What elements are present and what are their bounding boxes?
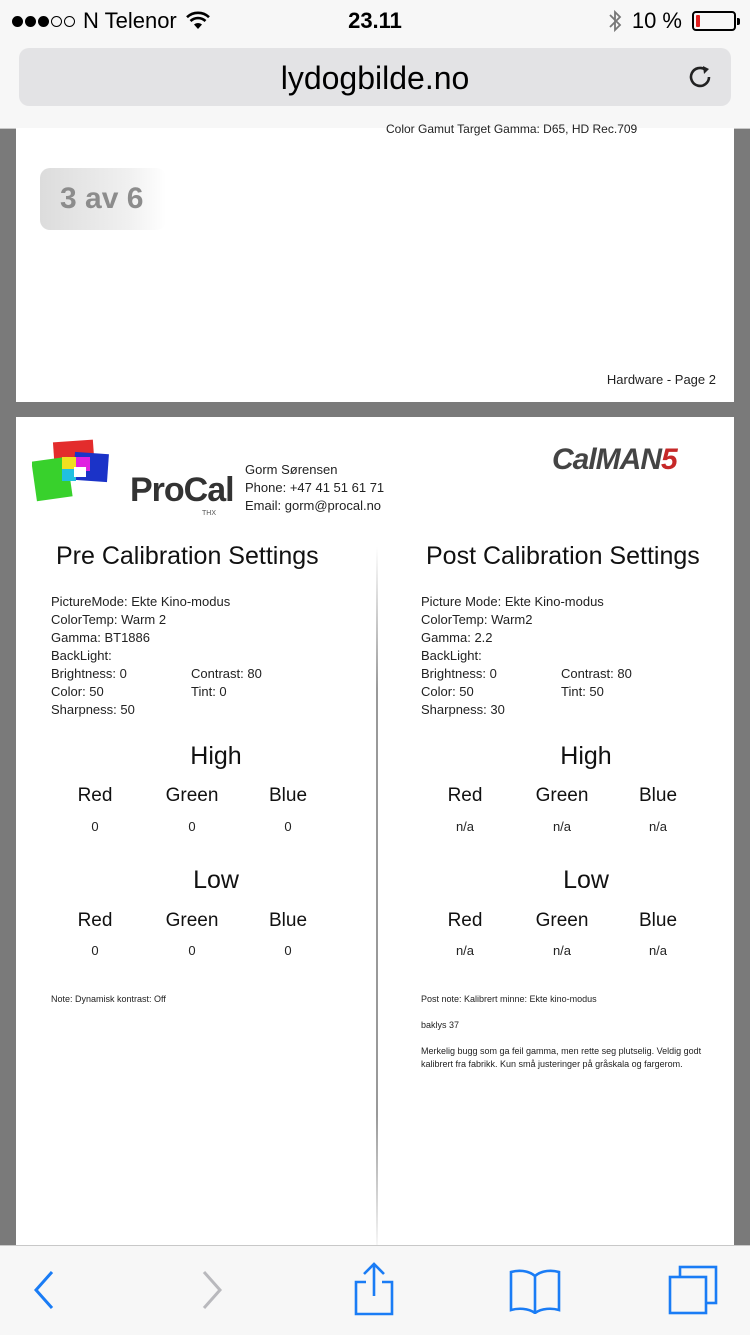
setting-color-temp: ColorTemp: Warm 2 (51, 612, 167, 627)
setting-gamma: Gamma: BT1886 (51, 630, 150, 645)
setting-tint: Tint: 50 (561, 684, 604, 699)
post-note-comment: Merkelig bugg som ga feil gamma, men rette seg plutselig. Veldig godt kalibrert fra fabrikk. Kun små justeringer på gråskala og fargerom. (421, 1046, 702, 1069)
green-label: Green (165, 910, 219, 931)
contact-email: Email: gorm@procal.no (245, 498, 382, 513)
pre-calibration-title: Pre Calibration Settings (56, 542, 319, 570)
gamut-target-text: Color Gamut Target Gamma: D65, HD Rec.709 (386, 122, 638, 136)
procal-brand: ProCal (130, 471, 234, 509)
high-blue-value: 0 (284, 819, 292, 834)
setting-sharpness: Sharpness: 50 (51, 702, 135, 717)
setting-sharpness: Sharpness: 30 (421, 702, 505, 717)
red-label: Red (447, 910, 483, 931)
contact-name: Gorm Sørensen (245, 462, 338, 477)
calman-logo (552, 443, 677, 477)
bluetooth-icon (608, 9, 622, 33)
low-red-value: 0 (91, 943, 99, 958)
blue-label: Blue (638, 785, 678, 806)
high-green-value: n/a (552, 819, 572, 834)
setting-picture-mode: PictureMode: Ekte Kino-modus (51, 594, 231, 609)
setting-backlight: BackLight: (421, 648, 482, 663)
contact-info (245, 461, 384, 515)
setting-color-temp: ColorTemp: Warm2 (421, 612, 533, 627)
page-indicator-text: 3 av 6 (60, 182, 144, 215)
high-title: High (190, 742, 242, 770)
calman-version: 5 (661, 443, 677, 476)
low-green-value: 0 (188, 943, 196, 958)
procal-logo (32, 439, 234, 517)
url-field[interactable] (19, 48, 731, 106)
battery-icon (692, 11, 736, 31)
green-label: Green (535, 785, 589, 806)
share-icon[interactable] (352, 1262, 396, 1316)
document-page-previous (16, 122, 734, 402)
low-red-value: n/a (455, 943, 475, 958)
blue-label: Blue (638, 910, 678, 931)
post-settings (421, 593, 750, 719)
reload-icon[interactable] (685, 62, 715, 92)
browser-toolbar (0, 1245, 750, 1335)
battery-percent: 10 % (631, 8, 682, 33)
low-blue-value: 0 (284, 943, 292, 958)
red-label: Red (77, 785, 113, 806)
carrier-name: N Telenor (83, 8, 177, 33)
tabs-icon[interactable] (666, 1264, 720, 1316)
procal-logo-icon (32, 439, 112, 509)
high-red-value: n/a (455, 819, 475, 834)
pre-note: Note: Dynamisk kontrast: Off (51, 994, 166, 1004)
pre-settings (51, 593, 381, 719)
green-label: Green (535, 910, 589, 931)
browser-address-bar (0, 40, 750, 129)
setting-brightness: Brightness: 0 (421, 666, 497, 681)
contact-phone: Phone: +47 41 51 61 71 (245, 480, 385, 495)
low-blue-value: n/a (648, 943, 668, 958)
setting-gamma: Gamma: 2.2 (421, 630, 493, 645)
setting-backlight: BackLight: (51, 648, 112, 663)
low-title: Low (563, 866, 609, 894)
setting-brightness: Brightness: 0 (51, 666, 127, 681)
post-note: Post note: Kalibrert minne: Ekte kino-modus (421, 994, 597, 1004)
page-indicator (40, 168, 166, 230)
high-green-value: 0 (188, 819, 196, 834)
document-page-calibration (16, 417, 734, 1257)
post-note-backlight: baklys 37 (421, 1020, 460, 1030)
thx-certification: THX (202, 510, 216, 517)
high-title: High (560, 742, 612, 770)
setting-contrast: Contrast: 80 (191, 666, 262, 681)
high-blue-value: n/a (648, 819, 668, 834)
pre-calibration-column (51, 542, 381, 1004)
low-green-value: n/a (552, 943, 572, 958)
setting-picture-mode: Picture Mode: Ekte Kino-modus (421, 594, 604, 609)
red-label: Red (77, 910, 113, 931)
forward-icon[interactable] (196, 1268, 228, 1312)
setting-tint: Tint: 0 (191, 684, 227, 699)
calman-text: CalMAN (552, 443, 662, 476)
low-title: Low (193, 866, 239, 894)
blue-label: Blue (268, 910, 308, 931)
back-icon[interactable] (28, 1268, 60, 1312)
setting-color: Color: 50 (51, 684, 104, 699)
post-calibration-title: Post Calibration Settings (426, 542, 700, 570)
green-label: Green (165, 785, 219, 806)
setting-color: Color: 50 (421, 684, 474, 699)
red-label: Red (447, 785, 483, 806)
bookmarks-icon[interactable] (508, 1268, 562, 1314)
url-text: lydogbilde.no (280, 60, 470, 96)
setting-contrast: Contrast: 80 (561, 666, 632, 681)
blue-label: Blue (268, 785, 308, 806)
page-footer: Hardware - Page 2 (606, 372, 716, 387)
high-red-value: 0 (91, 819, 99, 834)
status-bar (0, 0, 750, 40)
clock: 23.11 (348, 8, 402, 33)
post-calibration-column (421, 542, 750, 1069)
